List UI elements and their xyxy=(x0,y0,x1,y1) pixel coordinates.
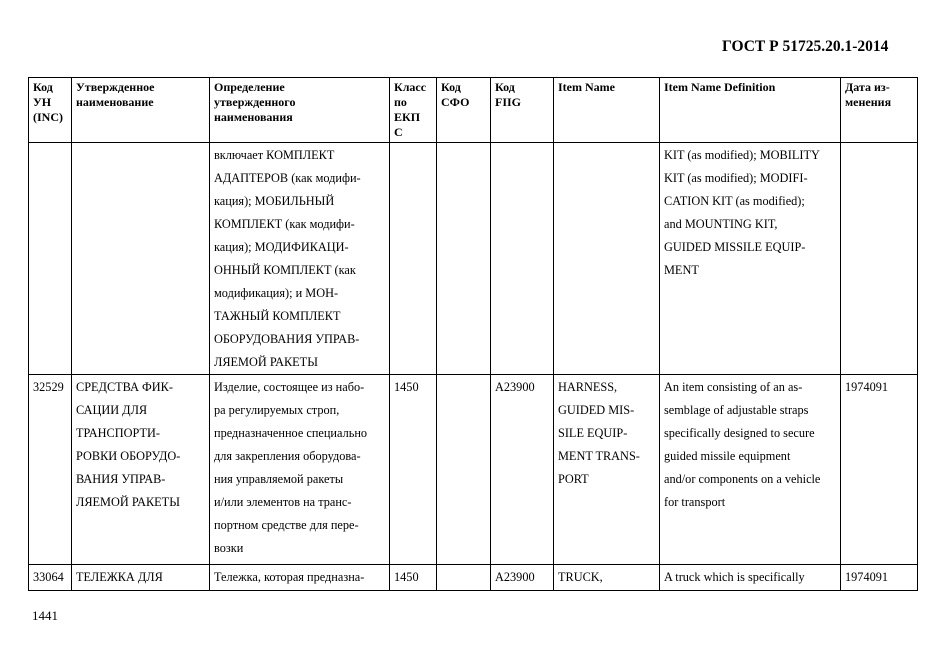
column-header-line: С xyxy=(394,125,403,139)
cell-text-line: HARNESS, xyxy=(558,380,618,394)
cell-text-line: and/or components on a vehicle xyxy=(664,472,821,486)
cell-text-line: 32529 xyxy=(33,380,64,394)
cell-text-line: СРЕДСТВА ФИК- xyxy=(76,380,173,394)
cell-text-line: ния управляемой ракеты xyxy=(214,472,344,486)
table-row xyxy=(29,375,918,565)
cell-text-line: specifically designed to secure xyxy=(664,426,815,440)
cell-text-line: MENT TRANS- xyxy=(558,449,640,463)
column-header-line: наименования xyxy=(214,110,293,124)
column-header-sfo xyxy=(437,78,491,143)
cell-text-line: для закрепления оборудова- xyxy=(214,449,361,463)
cell-text-line: KIT (as modified); MOBILITY xyxy=(664,148,820,162)
column-header-item-name xyxy=(554,78,660,143)
cell-name xyxy=(72,143,210,375)
cell-inc xyxy=(29,375,72,565)
column-header-line: наименование xyxy=(76,95,154,109)
cell-item-definition xyxy=(660,375,841,565)
column-header-line: Определение xyxy=(214,80,285,94)
cell-item-definition xyxy=(660,565,841,591)
column-header-line: утвержденного xyxy=(214,95,296,109)
cell-text-line: кация); МОБИЛЬНЫЙ xyxy=(214,194,335,208)
cell-text-line: 1974091 xyxy=(845,380,889,394)
cell-inc xyxy=(29,143,72,375)
cell-item-name xyxy=(554,143,660,375)
table-row xyxy=(29,143,918,375)
column-header-line: Класс xyxy=(394,80,427,94)
cell-text-line: модификация); и МОН- xyxy=(214,286,339,300)
column-header-line: Код xyxy=(495,80,515,94)
cell-text-line: semblage of adjustable straps xyxy=(664,403,809,417)
cell-definition xyxy=(210,565,390,591)
cell-text-line: предназначенное специально xyxy=(214,426,368,440)
cell-text-line: 1974091 xyxy=(845,570,889,584)
cell-text-line: Тележка, которая предназна- xyxy=(214,570,365,584)
column-header-class xyxy=(390,78,437,143)
cell-text-line: кация); МОДИФИКАЦИ- xyxy=(214,240,349,254)
document-standard-code: ГОСТ Р 51725.20.1-2014 xyxy=(722,38,889,55)
cell-text-line: GUIDED MIS- xyxy=(558,403,635,417)
column-header-line: СФО xyxy=(441,95,470,109)
cell-name xyxy=(72,565,210,591)
cell-text-line: SILE EQUIP- xyxy=(558,426,628,440)
cell-text-line: ТРАНСПОРТИ- xyxy=(76,426,160,440)
cell-sfo xyxy=(437,375,491,565)
table-row xyxy=(29,565,918,591)
cell-text-line: GUIDED MISSILE EQUIP- xyxy=(664,240,806,254)
column-header-line: FIIG xyxy=(495,95,522,109)
cell-text-line: A23900 xyxy=(495,380,535,394)
table-header-row xyxy=(29,78,918,143)
cell-class xyxy=(390,375,437,565)
cell-name xyxy=(72,375,210,565)
cell-class xyxy=(390,565,437,591)
cell-text-line: guided missile equipment xyxy=(664,449,791,463)
cell-text-line: ра регулируемых строп, xyxy=(214,403,340,417)
cell-text-line: КОМПЛЕКТ (как модифи- xyxy=(214,217,355,231)
cell-class xyxy=(390,143,437,375)
cell-fiig xyxy=(491,375,554,565)
column-header-line: (INC) xyxy=(33,110,63,124)
column-header-item-definition xyxy=(660,78,841,143)
column-header-line: Код xyxy=(441,80,461,94)
cell-sfo xyxy=(437,565,491,591)
cell-text-line: 1450 xyxy=(394,380,419,394)
column-header-line: ЕКП xyxy=(394,110,421,124)
cell-text-line: ЛЯЕМОЙ РАКЕТЫ xyxy=(214,355,318,369)
column-header-line: УН xyxy=(33,95,52,109)
cell-text-line: Изделие, состоящее из набо- xyxy=(214,380,365,394)
cell-item-name xyxy=(554,375,660,565)
column-header-fiig xyxy=(491,78,554,143)
page-number: 1441 xyxy=(32,608,58,623)
column-header-line: Дата из- xyxy=(845,80,890,94)
cell-text-line: ТАЖНЫЙ КОМПЛЕКТ xyxy=(214,309,341,323)
cell-text-line: РОВКИ ОБОРУДО- xyxy=(76,449,181,463)
cell-text-line: TRUCK, xyxy=(558,570,603,584)
cell-text-line: ВАНИЯ УПРАВ- xyxy=(76,472,166,486)
cell-date xyxy=(841,143,918,375)
column-header-definition xyxy=(210,78,390,143)
column-header-date xyxy=(841,78,918,143)
cell-text-line: ОННЫЙ КОМПЛЕКТ (как xyxy=(214,263,356,277)
cell-text-line: 33064 xyxy=(33,570,64,584)
cell-definition xyxy=(210,375,390,565)
cell-text-line: A23900 xyxy=(495,570,535,584)
cell-text-line: and MOUNTING KIT, xyxy=(664,217,778,231)
cell-inc xyxy=(29,565,72,591)
cell-text-line: АДАПТЕРОВ (как модифи- xyxy=(214,171,361,185)
cell-date xyxy=(841,565,918,591)
cell-item-name xyxy=(554,565,660,591)
cell-text-line: MENT xyxy=(664,263,699,277)
cell-text-line: for transport xyxy=(664,495,726,509)
cell-sfo xyxy=(437,143,491,375)
cell-text-line: САЦИИ ДЛЯ xyxy=(76,403,148,417)
cell-text-line: PORT xyxy=(558,472,589,486)
cell-text-line: ОБОРУДОВАНИЯ УПРАВ- xyxy=(214,332,360,346)
cell-text-line: ТЕЛЕЖКА ДЛЯ xyxy=(76,570,163,584)
column-header-line: Утвержденное xyxy=(76,80,155,94)
column-header-line: по xyxy=(394,95,407,109)
cell-item-definition xyxy=(660,143,841,375)
cell-text-line: возки xyxy=(214,541,244,555)
column-header-inc xyxy=(29,78,72,143)
cell-fiig xyxy=(491,143,554,375)
column-header-line: Код xyxy=(33,80,53,94)
cell-text-line: 1450 xyxy=(394,570,419,584)
cell-text-line: портном средстве для пере- xyxy=(214,518,359,532)
column-header-line: Item Name Definition xyxy=(664,80,776,94)
cell-text-line: ЛЯЕМОЙ РАКЕТЫ xyxy=(76,495,180,509)
cell-text-line: CATION KIT (as modified); xyxy=(664,194,805,208)
cell-text-line: A truck which is specifically xyxy=(664,570,805,584)
column-header-line: менения xyxy=(845,95,892,109)
item-name-table xyxy=(28,77,918,591)
cell-text-line: KIT (as modified); MODIFI- xyxy=(664,171,808,185)
column-header-line: Item Name xyxy=(558,80,615,94)
cell-text-line: An item consisting of an as- xyxy=(664,380,803,394)
cell-date xyxy=(841,375,918,565)
cell-fiig xyxy=(491,565,554,591)
cell-definition xyxy=(210,143,390,375)
column-header-name xyxy=(72,78,210,143)
cell-text-line: и/или элементов на транс- xyxy=(214,495,352,509)
cell-text-line: включает КОМПЛЕКТ xyxy=(214,148,335,162)
